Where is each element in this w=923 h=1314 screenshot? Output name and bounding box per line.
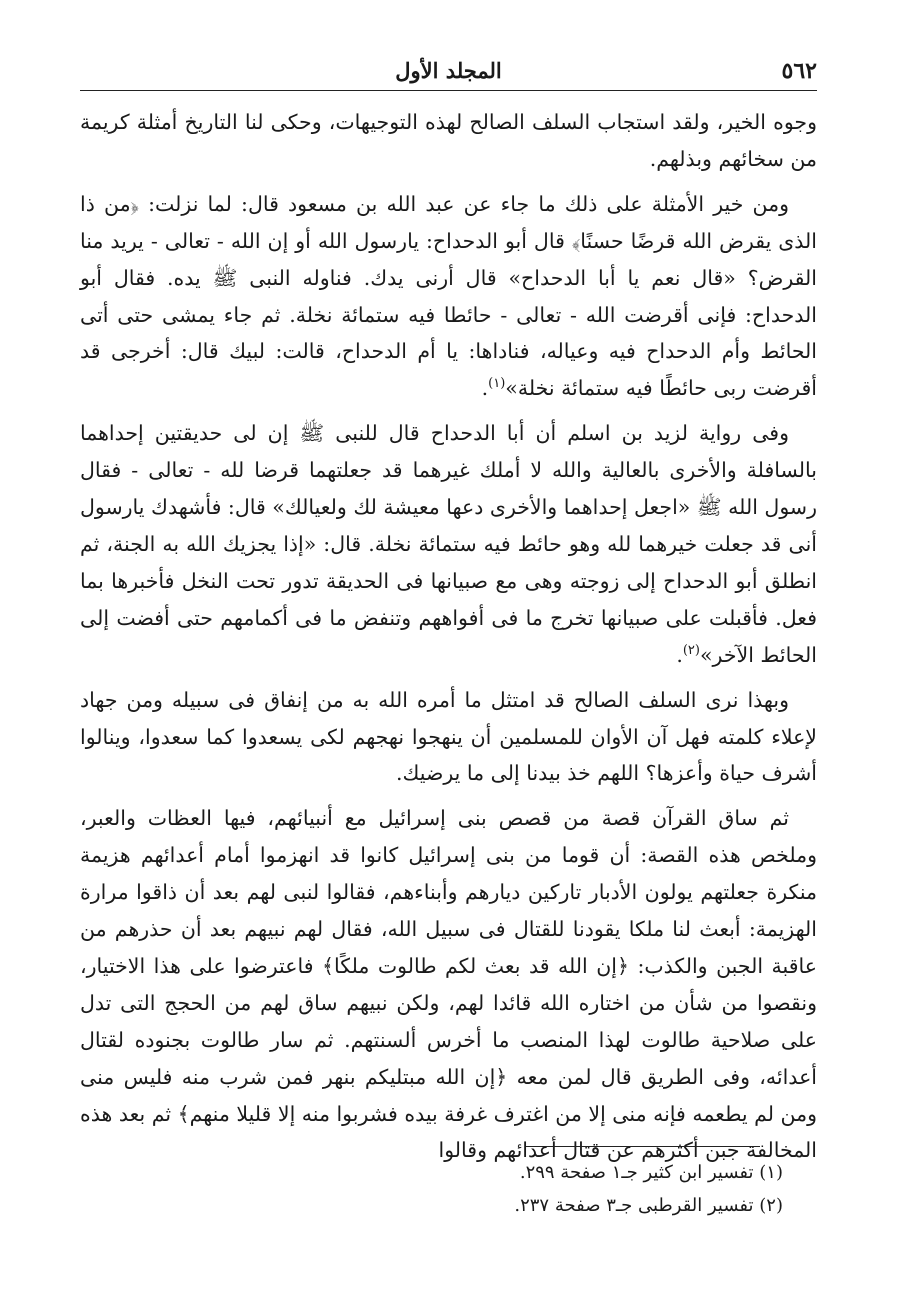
paragraph: ثم ساق القرآن قصة من قصص بنى إسرائيل مع أنبيائهم، فيها العظات والعبر، وملخص هذه القصة: أن قوما من بنى إسرائيل كانوا قد انهزموا أمام أعدائهم هزيمة منكرة جعلتهم يولون الأدبار تاركين ديارهم وأبناءهم، فقالوا لنبى لهم بعد أن ذاقوا مرارة الهزيمة: أبعث لنا ملكا يقودنا للقتال فى سبيل الله، فقال لهم نبيهم بعد أن حذرهم من عاقبة الجبن والكذب: ﴿إن الله قد بعث لكم طالوت ملكًا﴾ فاعترضوا على هذا الاختيار، ونقصوا من شأن من اختاره الله قائدا لهم، ولكن نبيهم ساق لهم من الحجج التى تدل على صلاحية طالوت لهذا المنصب ما أخرس ألسنتهم. ثم سار طالوت بجنوده لقتال أعدائه، وفى الطريق قال لمن معه ﴿إن الله مبتليكم بنهر فمن شرب منه فليس منى ومن لم يطعمه فإنه منى إلا من اغترف غرفة بيده فشربوا منه إلا قليلا منهم﴾ ثم بعد هذه المخالفة جبن أكثرهم عن قتال أعدائهم وقالوا bbox=[80, 806, 817, 1163]
footnote-ref: (١) bbox=[488, 376, 506, 392]
footnote-separator bbox=[526, 1146, 760, 1147]
main-text bbox=[80, 104, 817, 1177]
footnotes bbox=[80, 1156, 783, 1222]
footnote: (١) تفسير ابن كثير جـ١ صفحة ٢٩٩. bbox=[519, 1162, 783, 1183]
running-title: المجلد الأول bbox=[395, 58, 502, 83]
paragraph: ومن خير الأمثلة على ذلك ما جاء عن عبد الله بن مسعود قال: لما نزلت: ﴿من ذا الذى يقرض الله قرضًا حسنًا﴾ قال أبو الدحداح: يارسول الله أو إن الله - تعالى - يريد منا القرض؟ «قال نعم يا أبا الدحداح» قال أرنى يدك. فناوله النبى ﷺ يده. فقال أبو الدحداح: فإنى أقرضت الله - تعالى - حائطا فيه ستمائة نخلة. ثم جاء يمشى حتى أتى الحائط وأم الدحداح فيه وعياله، فناداها: يا أم الدحداح، قالت: لبيك قال: أخرجى قد أقرضت ربى حائطًا فيه ستمائة نخلة»$^{(١)}$. bbox=[80, 191, 817, 401]
footnote: (٢) تفسير القرطبى جـ٣ صفحة ٢٣٧. bbox=[514, 1195, 783, 1216]
paragraph: وبهذا نرى السلف الصالح قد امتثل ما أمره الله به من إنفاق فى سبيله ومن جهاد لإعلاء كلمته فهل آن الأوان للمسلمين أن ينهجوا نهجهم لكى يسعدوا كما سعدوا، وينالوا أشرف حياة وأعزها؟ اللهم خذ بيدنا إلى ما يرضيك. bbox=[80, 687, 817, 786]
paragraph: وفى رواية لزيد بن اسلم أن أبا الدحداح قال للنبى ﷺ إن لى حديقتين إحداهما بالسافلة والأخرى بالعالية والله لا أملك غيرهما قد جعلتهما قرضا لله - تعالى - فقال رسول الله ﷺ «اجعل إحداهما والأخرى دعها معيشة لك ولعيالك» قال: فأشهدك يارسول أنى قد جعلت خيرهما لله وهو حائط فيه ستمائة نخلة. قال: «إذا يجزيك الله به الجنة، ثم انطلق أبو الدحداح إلى زوجته وهى مع صبيانها فى الحديقة تدور تحت النخل فأخبرها بما فعل. فأقبلت على صبيانها تخرج ما فى أفواههم وتنفض ما فى أكمامهم حتى أفضت إلى الحائط الآخر»$^{(٢)}$. bbox=[80, 421, 817, 667]
paragraph: وجوه الخير، ولقد استجاب السلف الصالح لهذه التوجيهات، وحكى لنا التاريخ أمثلة كريمة من سخائهم وبذلهم. bbox=[80, 110, 817, 171]
page-number: ٥٦٢ bbox=[781, 58, 817, 84]
page-header bbox=[80, 50, 817, 91]
footnote-ref: (٢) bbox=[682, 642, 700, 658]
